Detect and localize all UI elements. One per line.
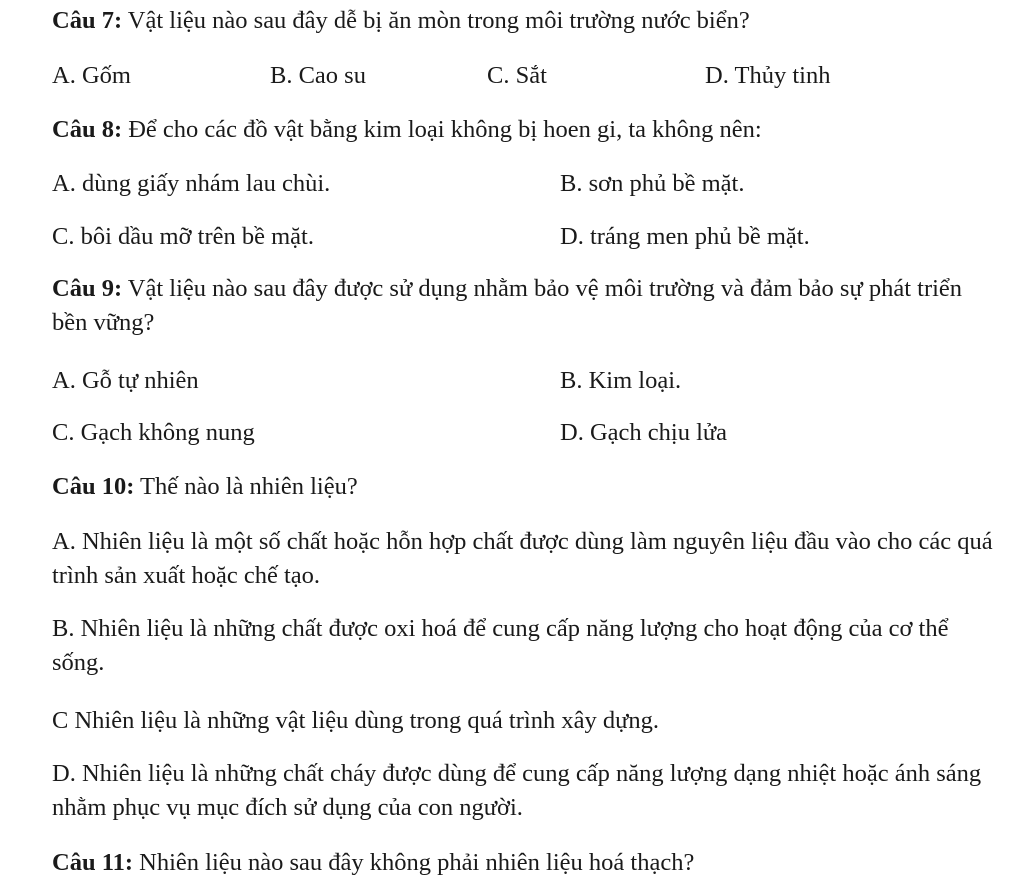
question-10-label: Câu 10: [52, 473, 135, 500]
question-7 [52, 4, 750, 38]
question-11 [52, 846, 694, 880]
q7-option-d: D. Thủy tinh [705, 62, 831, 89]
q10-option-b: B. Nhiên liệu là những chất được oxi hoá để cung cấp năng lượng cho hoạt động của cơ thể sống. [52, 615, 949, 676]
question-11-label: Câu 11: [52, 849, 134, 876]
question-8 [52, 113, 762, 147]
question-7-label: Câu 7: [52, 7, 123, 34]
question-7-text: Vật liệu nào sau đây dễ bị ăn mòn trong môi trường nước biển? [122, 7, 750, 34]
q7-option-b: B. Cao su [270, 62, 366, 89]
question-9-text: Vật liệu nào sau đây được sử dụng nhằm bảo vệ môi trường và đảm bảo sự phát triển bền vững? [52, 275, 963, 336]
q8-option-c: C. bôi dầu mỡ trên bề mặt. [52, 223, 314, 250]
q9-option-d: D. Gạch chịu lửa [560, 419, 728, 446]
question-8-text: Để cho các đồ vật bằng kim loại không bị hoen gi, ta không nên: [122, 116, 762, 143]
q8-option-b: B. sơn phủ bề mặt. [560, 170, 745, 197]
q7-option-c: C. Sắt [487, 62, 547, 89]
question-10 [52, 470, 358, 504]
question-10-text: Thế nào là nhiên liệu? [134, 473, 358, 500]
q7-option-a: A. Gốm [52, 62, 131, 89]
q8-option-d: D. tráng men phủ bề mặt. [560, 223, 810, 250]
question-8-label: Câu 8: [52, 116, 123, 143]
q9-option-c: C. Gạch không nung [52, 419, 255, 446]
q9-option-b: B. Kim loại. [560, 367, 682, 394]
question-9 [52, 272, 1002, 340]
q10-option-c: C Nhiên liệu là những vật liệu dùng trong quá trình xây dựng. [52, 707, 659, 734]
q8-option-a: A. dùng giấy nhám lau chùi. [52, 170, 331, 197]
question-9-label: Câu 9: [52, 275, 123, 302]
question-11-text: Nhiên liệu nào sau đây không phải nhiên liệu hoá thạch? [133, 849, 695, 876]
q10-option-a: A. Nhiên liệu là một số chất hoặc hỗn hợp chất được dùng làm nguyên liệu đầu vào cho các quá trình sản xuất hoặc chế tạo. [52, 528, 993, 589]
q10-option-d: D. Nhiên liệu là những chất cháy được dùng để cung cấp năng lượng dạng nhiệt hoặc ánh sáng nhằm phục vụ mục đích sử dụng của con người. [52, 760, 982, 821]
q9-option-a: A. Gỗ tự nhiên [52, 367, 199, 394]
